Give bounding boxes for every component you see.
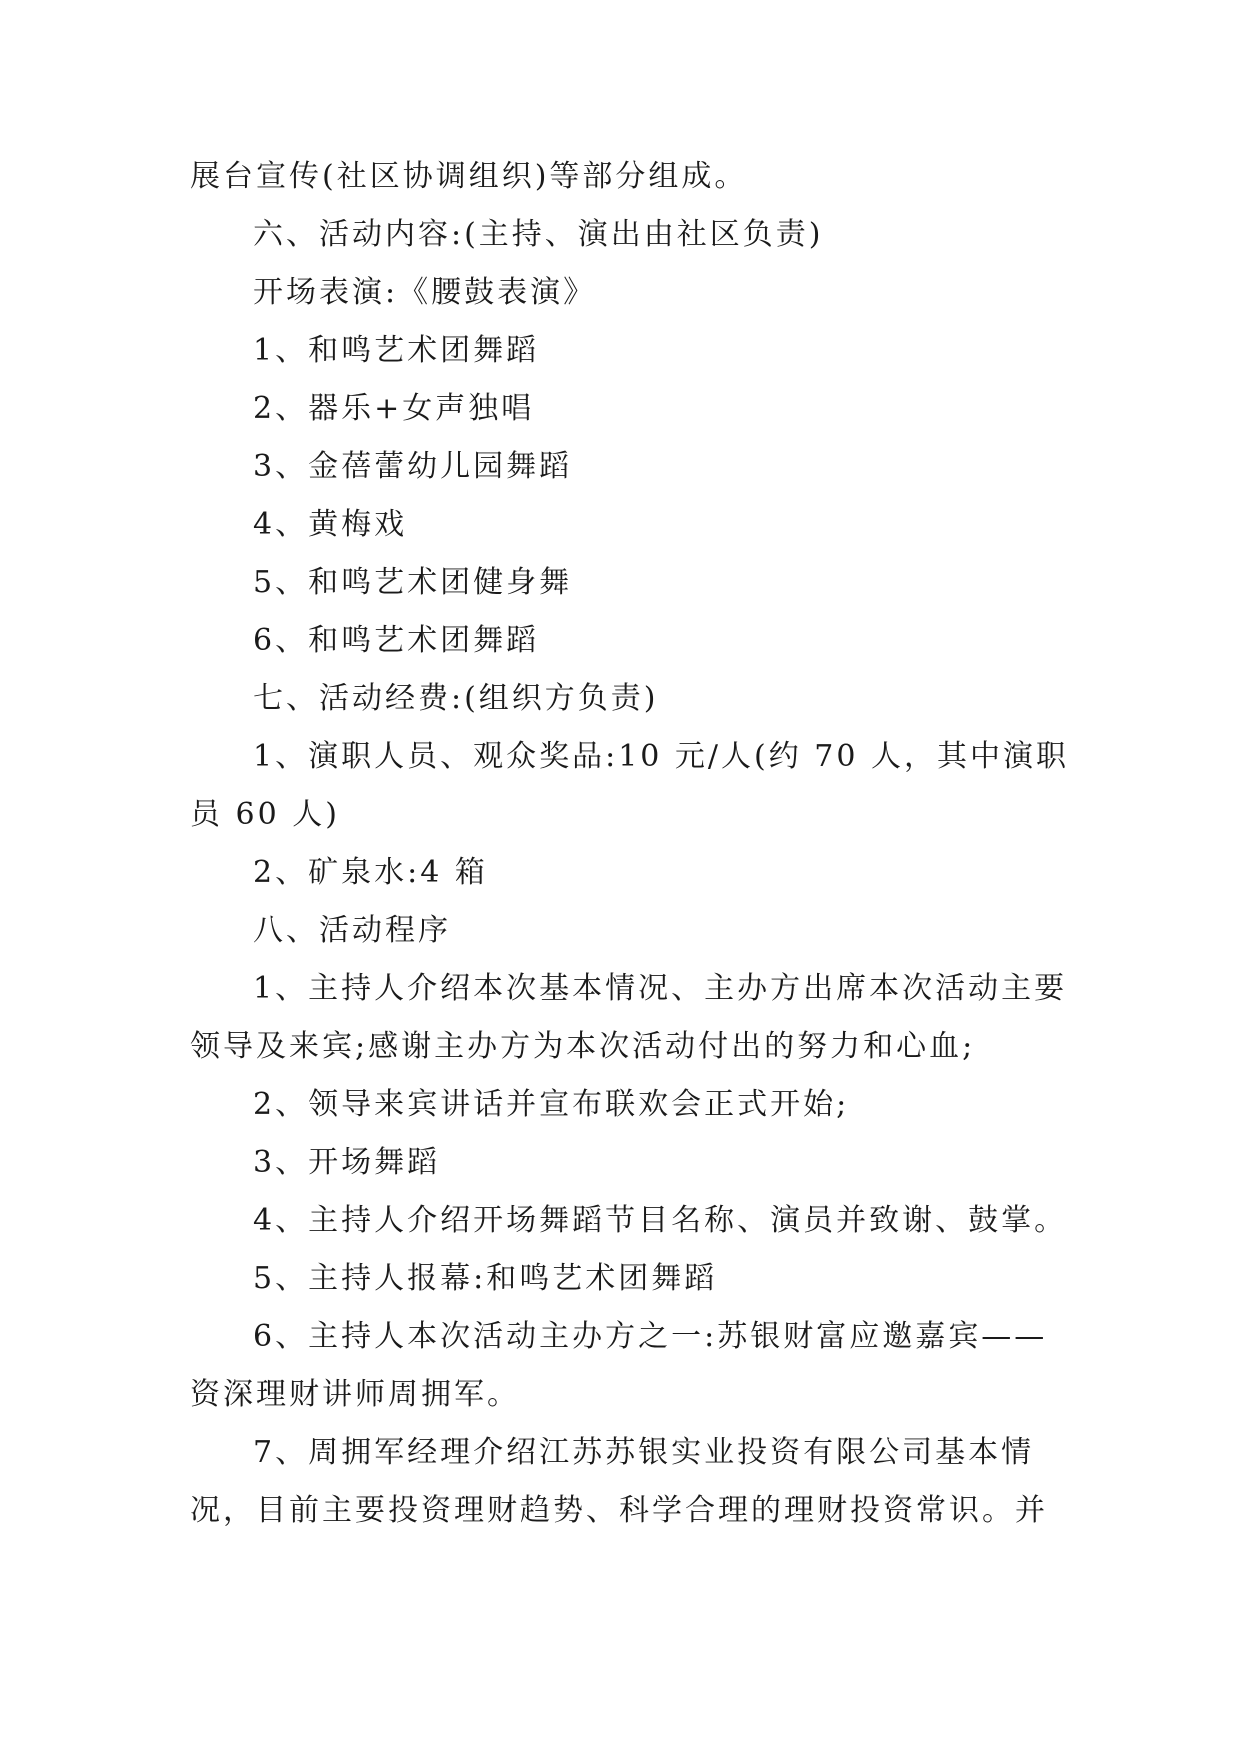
- list-item: 1、演职人员、观众奖品:10 元/人(约 70 人，其中演职员 60 人): [190, 739, 1069, 832]
- list-item: 5、主持人报幕:和鸣艺术团舞蹈: [253, 1261, 718, 1296]
- list-item: 4、主持人介绍开场舞蹈节目名称、演员并致谢、鼓掌。: [253, 1203, 1068, 1238]
- list-item: 4、黄梅戏: [253, 507, 408, 542]
- paragraph: 展台宣传(社区协调组织)等部分组成。: [190, 159, 748, 194]
- section-heading: 七、活动经费:(组织方负责): [253, 681, 659, 716]
- list-item: 3、金蓓蕾幼儿园舞蹈: [253, 449, 573, 484]
- list-item: 6、主持人本次活动主办方之一:苏银财富应邀嘉宾——资深理财讲师周拥军。: [190, 1319, 1048, 1412]
- section-heading: 八、活动程序: [253, 913, 451, 948]
- list-item: 7、周拥军经理介绍江苏苏银实业投资有限公司基本情况，目前主要投资理财趋势、科学合理的理财投资常识。并: [190, 1435, 1048, 1528]
- list-item: 1、主持人介绍本次基本情况、主办方出席本次活动主要领导及来宾;感谢主办方为本次活动付出的努力和心血;: [190, 971, 1068, 1064]
- paragraph: 开场表演:《腰鼓表演》: [253, 275, 597, 310]
- list-item: 2、领导来宾讲话并宣布联欢会正式开始;: [253, 1087, 850, 1122]
- list-item: 5、和鸣艺术团健身舞: [253, 565, 573, 600]
- list-item: 3、开场舞蹈: [253, 1145, 441, 1180]
- list-item: 2、矿泉水:4 箱: [253, 855, 488, 890]
- list-item: 2、器乐+女声独唱: [253, 391, 535, 426]
- list-item: 6、和鸣艺术团舞蹈: [253, 623, 540, 658]
- section-heading: 六、活动内容:(主持、演出由社区负责): [253, 217, 824, 252]
- list-item: 1、和鸣艺术团舞蹈: [253, 333, 540, 368]
- document-body: [190, 148, 1070, 1540]
